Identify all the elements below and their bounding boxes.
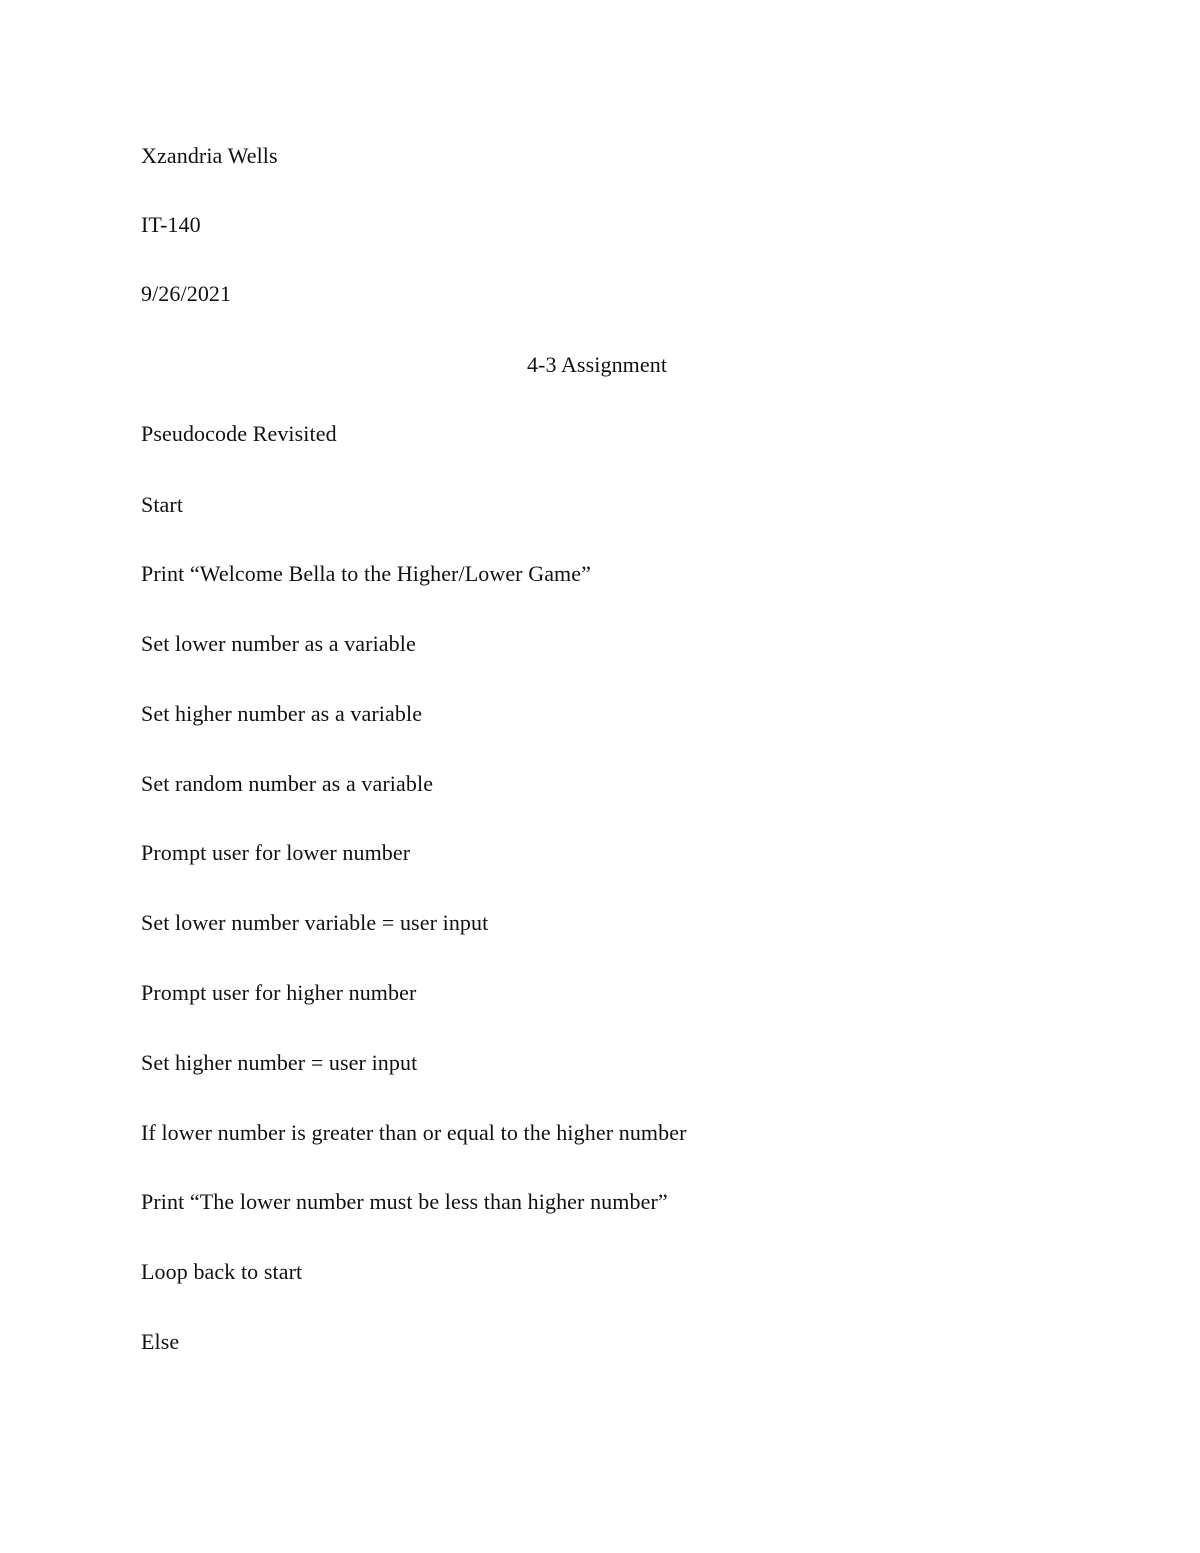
pseudocode-line: Prompt user for lower number	[141, 840, 411, 865]
document-title: 4-3 Assignment	[526, 352, 668, 377]
pseudocode-line: Print “The lower number must be less than higher number”	[141, 1189, 668, 1214]
pseudocode-line: Print “Welcome Bella to the Higher/Lower Game”	[141, 561, 592, 586]
pseudocode-line: Prompt user for higher number	[141, 980, 417, 1005]
pseudocode-line: Set lower number as a variable	[141, 631, 416, 656]
pseudocode-line: Loop back to start	[141, 1259, 303, 1284]
document-date: 9/26/2021	[141, 281, 232, 306]
pseudocode-line: Set lower number variable = user input	[141, 910, 489, 935]
pseudocode-line: Start	[141, 492, 184, 517]
course-code: IT-140	[141, 212, 201, 237]
pseudocode-line: Set random number as a variable	[141, 771, 434, 796]
pseudocode-line: If lower number is greater than or equal to the higher number	[141, 1120, 687, 1145]
pseudocode-line: Else	[141, 1329, 180, 1354]
section-heading: Pseudocode Revisited	[141, 421, 337, 446]
pseudocode-line: Set higher number as a variable	[141, 701, 423, 726]
author-name: Xzandria Wells	[141, 143, 278, 168]
pseudocode-line: Set higher number = user input	[141, 1050, 418, 1075]
